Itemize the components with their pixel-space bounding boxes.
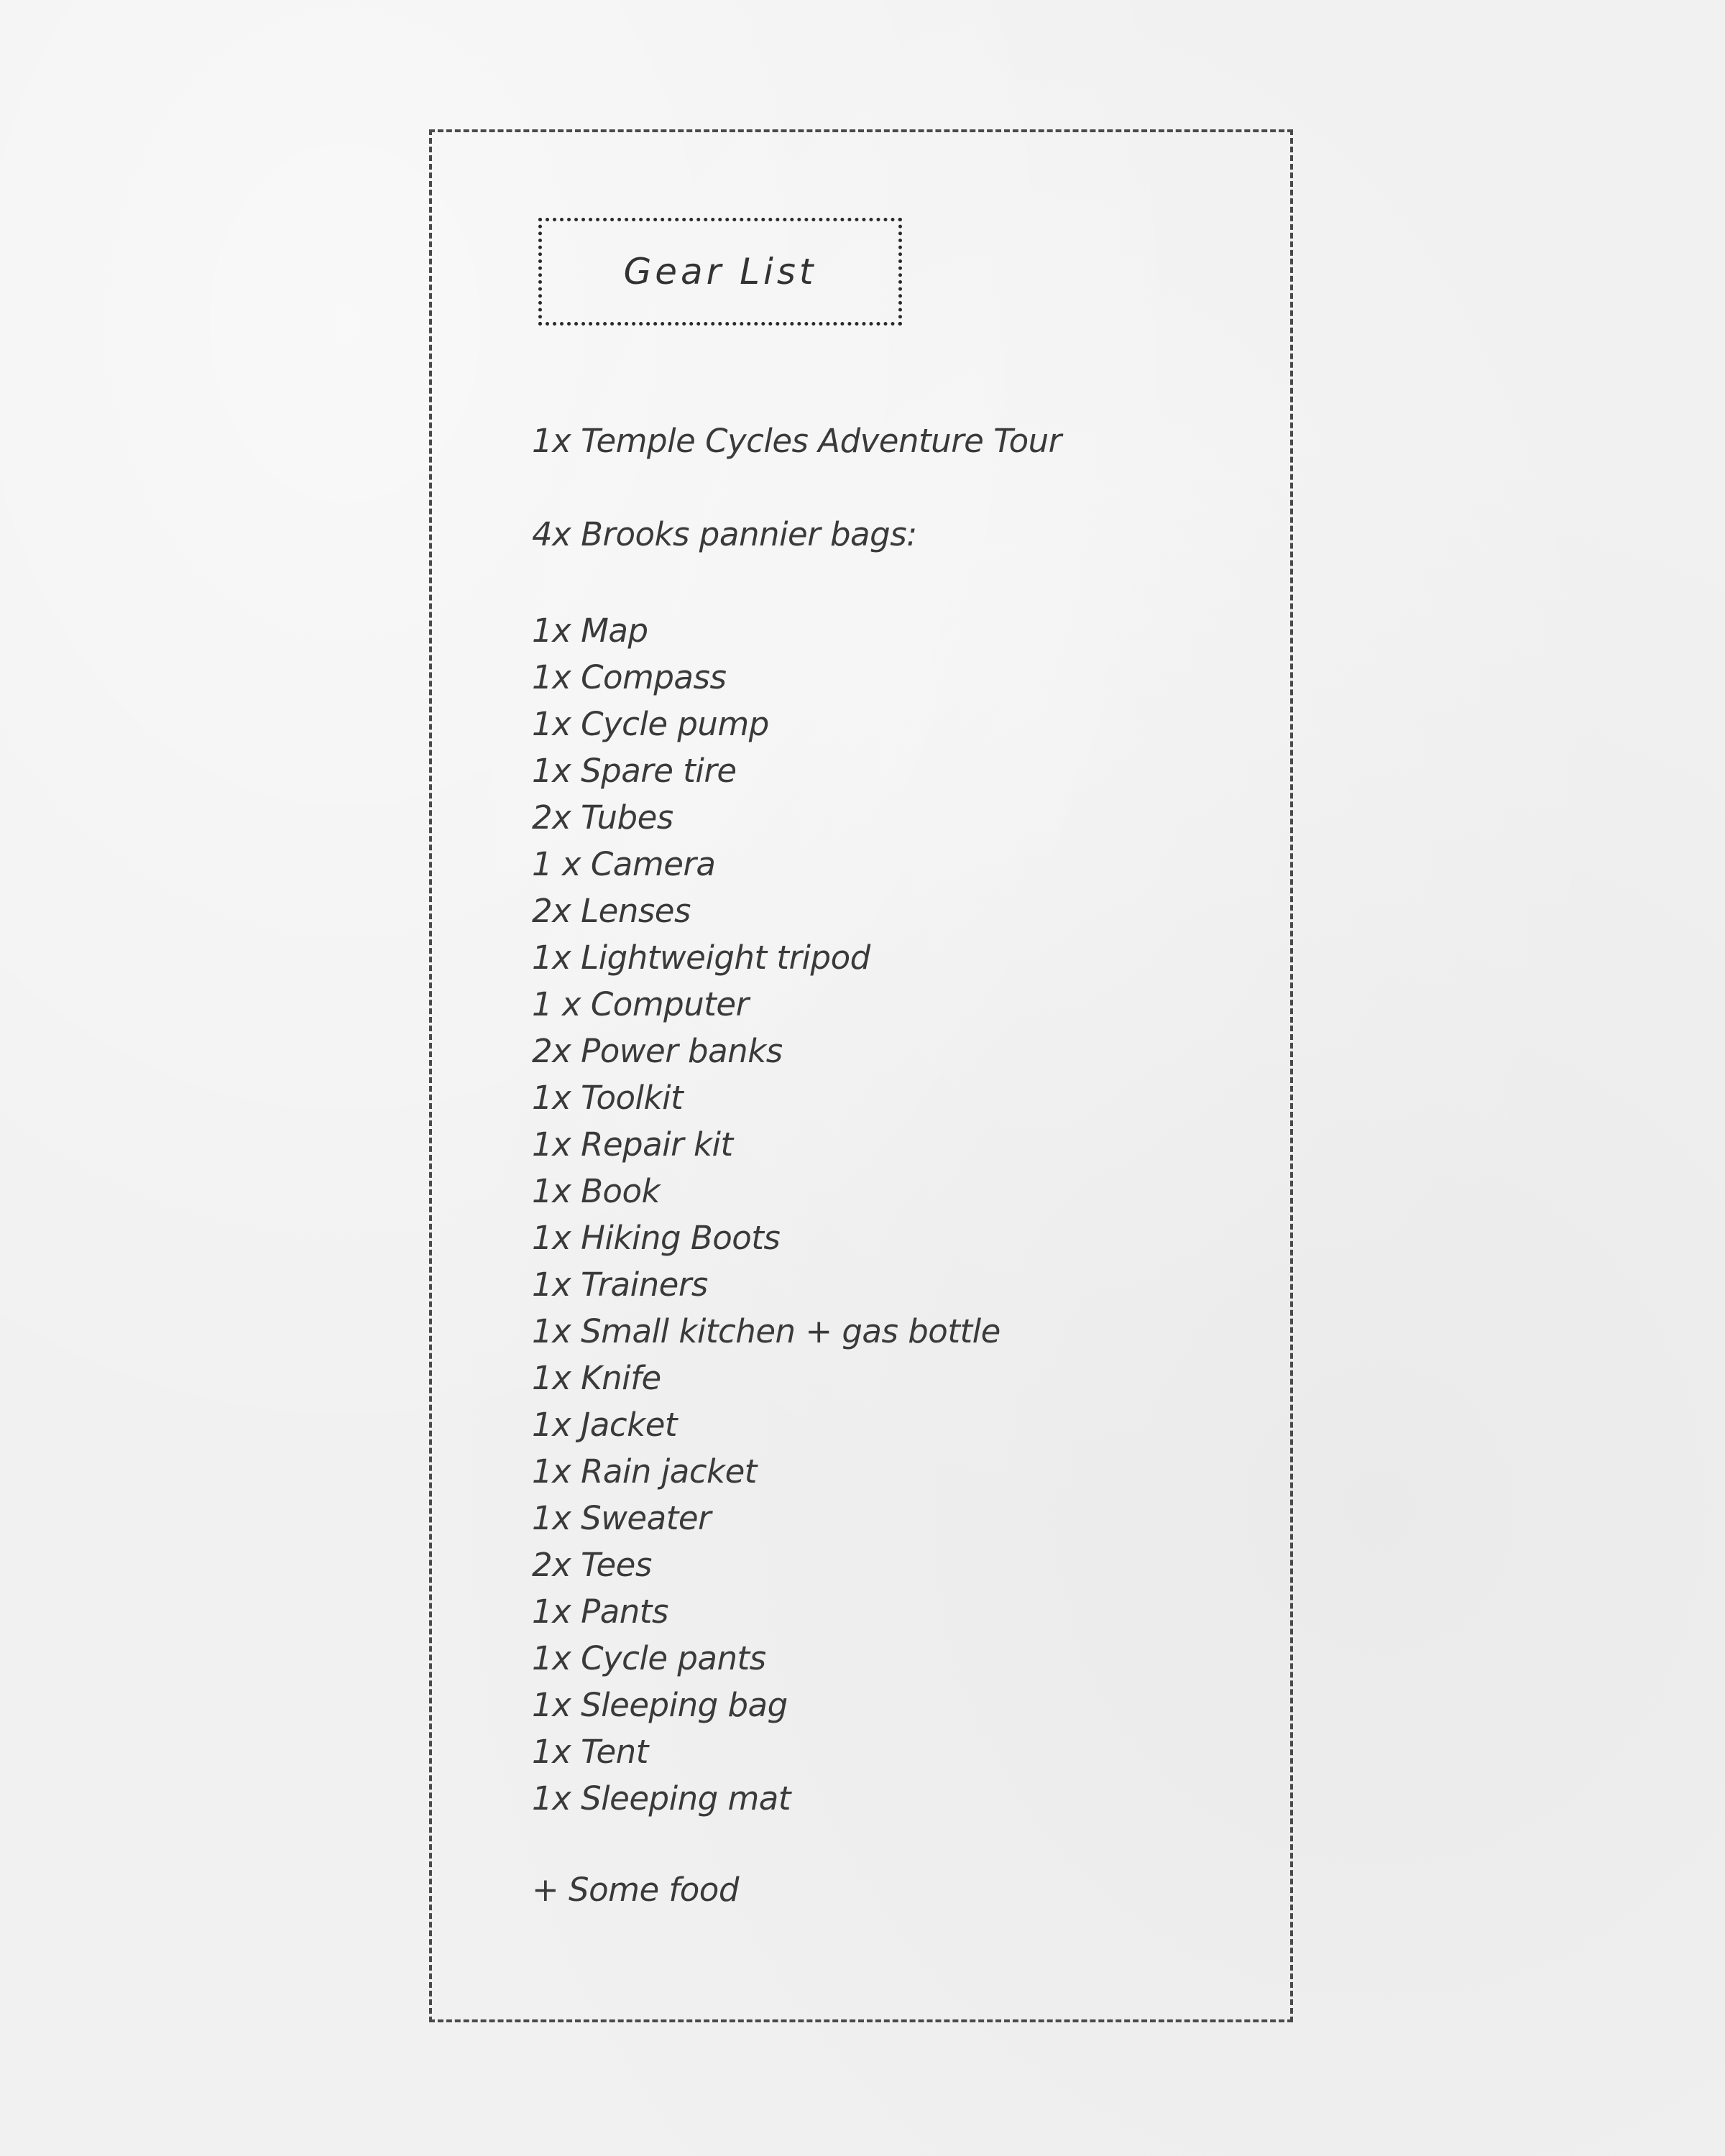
list-item: 1x Cycle pump <box>532 705 769 743</box>
list-item: 1x Sleeping mat <box>532 1779 791 1818</box>
list-item: 1x Toolkit <box>532 1079 684 1117</box>
list-item: 1x Tent <box>532 1733 648 1771</box>
list-item: 1x Spare tire <box>532 752 737 790</box>
list-item: 1x Compass <box>532 658 727 696</box>
page-title: Gear List <box>623 251 817 292</box>
list-item: 1x Repair kit <box>532 1125 733 1164</box>
list-item: 1 x Camera <box>532 845 716 883</box>
list-item: 1x Pants <box>532 1593 668 1631</box>
list-item: 1x Jacket <box>532 1406 678 1444</box>
list-item: 1x Knife <box>532 1359 661 1397</box>
bags-entry: 4x Brooks pannier bags: <box>532 515 917 553</box>
list-item: 1x Trainers <box>532 1266 708 1304</box>
title-box <box>538 218 902 326</box>
list-item: 1x Sweater <box>532 1499 712 1537</box>
list-item: 1x Sleeping bag <box>532 1686 788 1724</box>
list-item: 1x Small kitchen + gas bottle <box>532 1312 1000 1350</box>
list-item: 1x Cycle pants <box>532 1639 766 1677</box>
list-item: 2x Tees <box>532 1546 652 1584</box>
list-item: 1 x Computer <box>532 985 749 1023</box>
list-item: 2x Power banks <box>532 1032 783 1070</box>
food-note: + Some food <box>532 1871 739 1909</box>
list-item: 1x Map <box>532 612 648 650</box>
gear-items-list <box>532 607 1000 1822</box>
list-item: 1x Book <box>532 1172 661 1210</box>
list-item: 1x Hiking Boots <box>532 1219 781 1257</box>
bike-entry: 1x Temple Cycles Adventure Tour <box>532 422 1062 460</box>
list-item: 1x Lightweight tripod <box>532 939 870 977</box>
list-item: 2x Tubes <box>532 798 673 837</box>
list-item: 1x Rain jacket <box>532 1452 757 1491</box>
list-item: 2x Lenses <box>532 892 691 930</box>
